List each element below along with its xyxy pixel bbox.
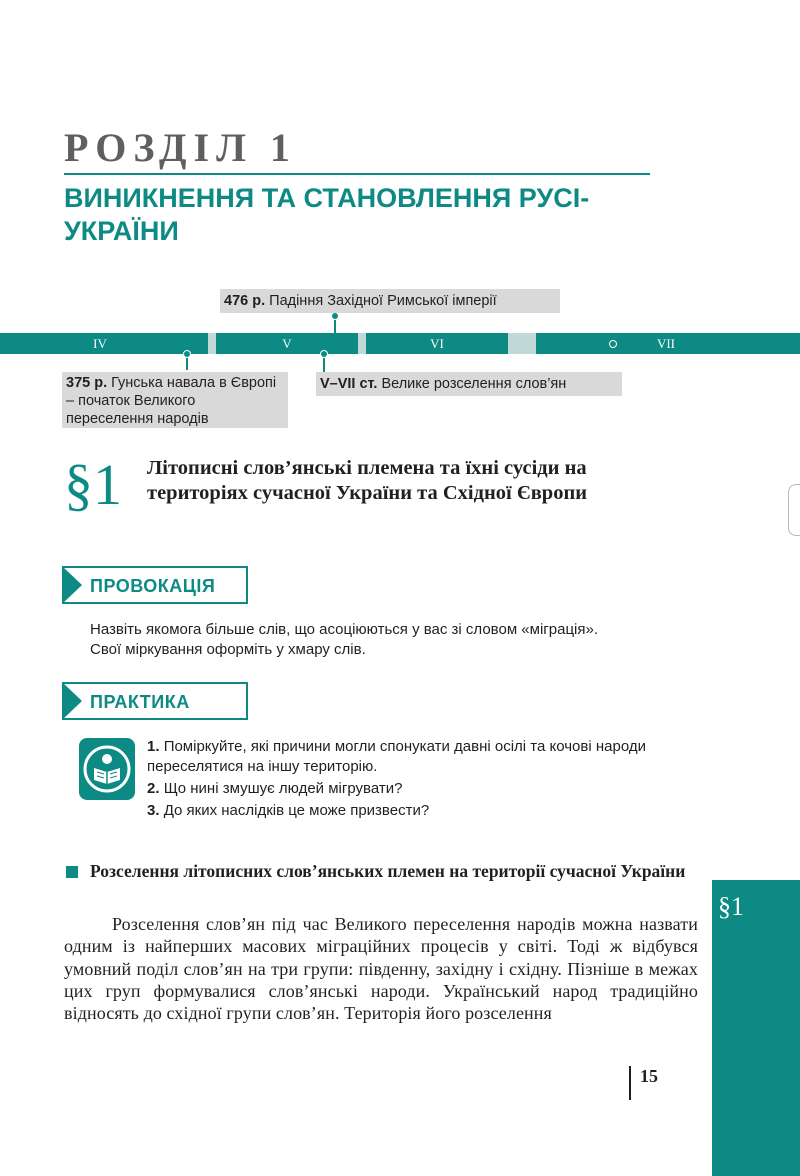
arrow-icon [62, 566, 82, 604]
provocation-label: ПРОВОКАЦІЯ [90, 576, 216, 596]
question-number: 1. [147, 738, 160, 755]
timeline-gap [208, 333, 216, 354]
side-tab [788, 484, 800, 536]
provocation-label-box [62, 566, 248, 604]
question-number: 3. [147, 802, 160, 819]
practice-question [147, 737, 692, 777]
main-paragraph: Розселення слов’ян під час Великого переселення народів можна назвати одним із найперших масових міграційних процесів у світі. Тоді ж відбувся умовний поділ слов’ян на три групи: південну, західну і східну. Пізніше в межах цих груп формувалися слов’янські народи. Український народ традиційно відносять до східної групи слов’ян. Територія його розселення [64, 914, 698, 1024]
provocation-line: Назвіть якомога більше слів, що асоціюються у вас зі словом «міграція». [90, 621, 599, 638]
chapter-rule [64, 173, 650, 175]
event-year: V–VII ст. [320, 376, 378, 392]
century-label: IV [93, 336, 107, 351]
subsection-title: Розселення літописних слов’янських племен на території сучасної України [90, 861, 686, 881]
page-number-rule [629, 1066, 631, 1100]
paragraph-sign: §1 [64, 452, 122, 517]
event-text: Гунська навала в Європі – початок Великого переселення народів [66, 375, 277, 427]
chapter-title: ВИНИКНЕННЯ ТА СТАНОВЛЕННЯ РУСІ-УКРАЇНИ [64, 183, 590, 246]
century-label: V [282, 336, 292, 351]
timeline-gap [358, 333, 366, 354]
question-text: Поміркуйте, які причини могли спонукати давні осілі та кочові народи переселятися на іншу територію. [147, 738, 646, 775]
event-v-vii [316, 372, 622, 396]
question-text: До яких наслідків це може призвести? [163, 802, 430, 819]
practice-question [147, 801, 692, 821]
timeline-gap [508, 333, 536, 354]
provocation-line: Свої міркування оформіть у хмару слів. [90, 641, 366, 658]
century-label: VII [656, 336, 676, 351]
side-band [712, 880, 800, 1176]
event-375 [62, 372, 288, 428]
practice-questions [147, 737, 692, 821]
page-number: 15 [640, 1066, 658, 1086]
event-476 [220, 289, 560, 313]
chapter-label: РОЗДІЛ 1 [64, 125, 297, 170]
question-number: 2. [147, 780, 160, 797]
event-text: Падіння Західної Римської імперії [269, 293, 497, 309]
event-dot [183, 350, 191, 358]
practice-label-box [62, 682, 248, 720]
event-dot [609, 340, 617, 348]
arrow-icon [62, 682, 82, 720]
paragraph-title: Літописні слов’янські племена та їхні сусіди на територіях сучасної України та Східної Європи [147, 457, 588, 504]
practice-label: ПРАКТИКА [90, 692, 190, 712]
side-band-label: §1 [718, 892, 744, 921]
practice-question [147, 779, 692, 799]
century-label: VI [430, 336, 444, 351]
event-year: 375 р. [66, 375, 108, 391]
event-year: 476 р. [224, 293, 266, 309]
event-text: Велике розселення слов’ян [381, 376, 567, 392]
event-dot [320, 350, 328, 358]
event-dot [331, 312, 339, 320]
reading-person-icon [79, 738, 135, 800]
question-text: Що нині змушує людей мігрувати? [163, 780, 403, 797]
subsection-marker [66, 866, 78, 878]
provocation-text [90, 620, 710, 660]
